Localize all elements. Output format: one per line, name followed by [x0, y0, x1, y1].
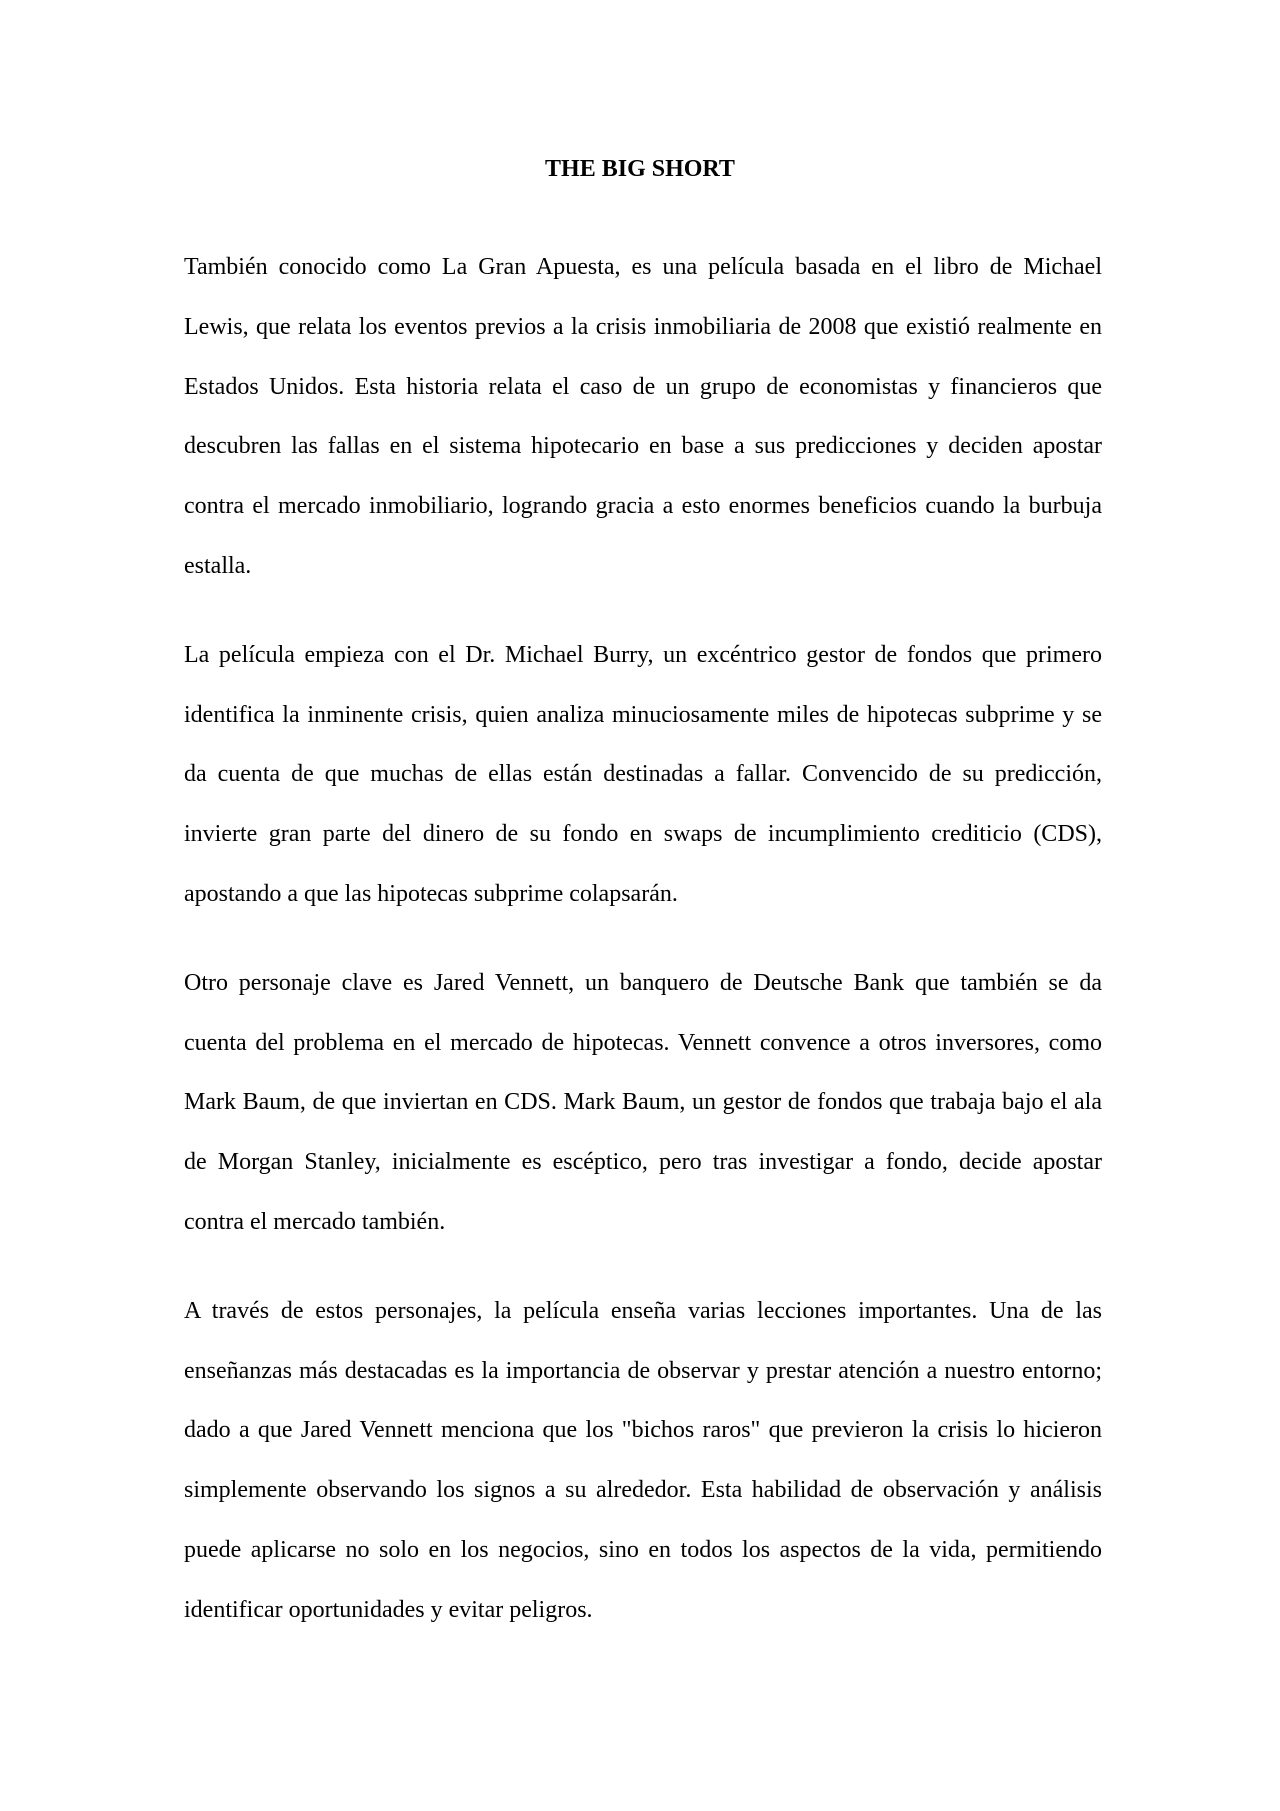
- document-title: THE BIG SHORT: [545, 156, 735, 182]
- paragraph-1: También conocido como La Gran Apuesta, es una película basada en el libro de Michael Lewis, que relata los eventos previos a la crisis inmobiliaria de 2008 que existió realmente en Estados Unidos. Esta historia relata el caso de un grupo de economistas y financieros que descubren las fallas en el sistema hipotecario en base a sus predicciones y deciden apostar contra el mercado inmobiliario, logrando gracia a esto enormes beneficios cuando la burbuja estalla.: [184, 254, 1102, 579]
- paragraph-3: Otro personaje clave es Jared Vennett, un banquero de Deutsche Bank que también se da cuenta del problema en el mercado de hipotecas. Vennett convence a otros inversores, como Mark Baum, de que inviertan en CDS. Mark Baum, un gestor de fondos que trabaja bajo el ala de Morgan Stanley, inicialmente es escéptico, pero tras investigar a fondo, decide apostar contra el mercado también.: [184, 969, 1102, 1235]
- paragraph-4: A través de estos personajes, la película enseña varias lecciones importantes. Una de las enseñanzas más destacadas es la importancia de observar y prestar atención a nuestro entorno; dado a que Jared Vennett menciona que los "bichos raros" que previeron la crisis lo hicieron simplemente observando los signos a su alrededor. Esta habilidad de observación y análisis puede aplicarse no solo en los negocios, sino en todos los aspectos de la vida, permitiendo identificar oportunidades y evitar peligros.: [184, 1297, 1102, 1623]
- document-body: [184, 238, 1102, 1670]
- paragraph-2: La película empieza con el Dr. Michael Burry, un excéntrico gestor de fondos que primero identifica la inminente crisis, quien analiza minuciosamente miles de hipotecas subprime y se da cuenta de que muchas de ellas están destinadas a fallar. Convencido de su predicción, invierte gran parte del dinero de su fondo en swaps de incumplimiento crediticio (CDS), apostando a que las hipotecas subprime colapsarán.: [184, 641, 1102, 907]
